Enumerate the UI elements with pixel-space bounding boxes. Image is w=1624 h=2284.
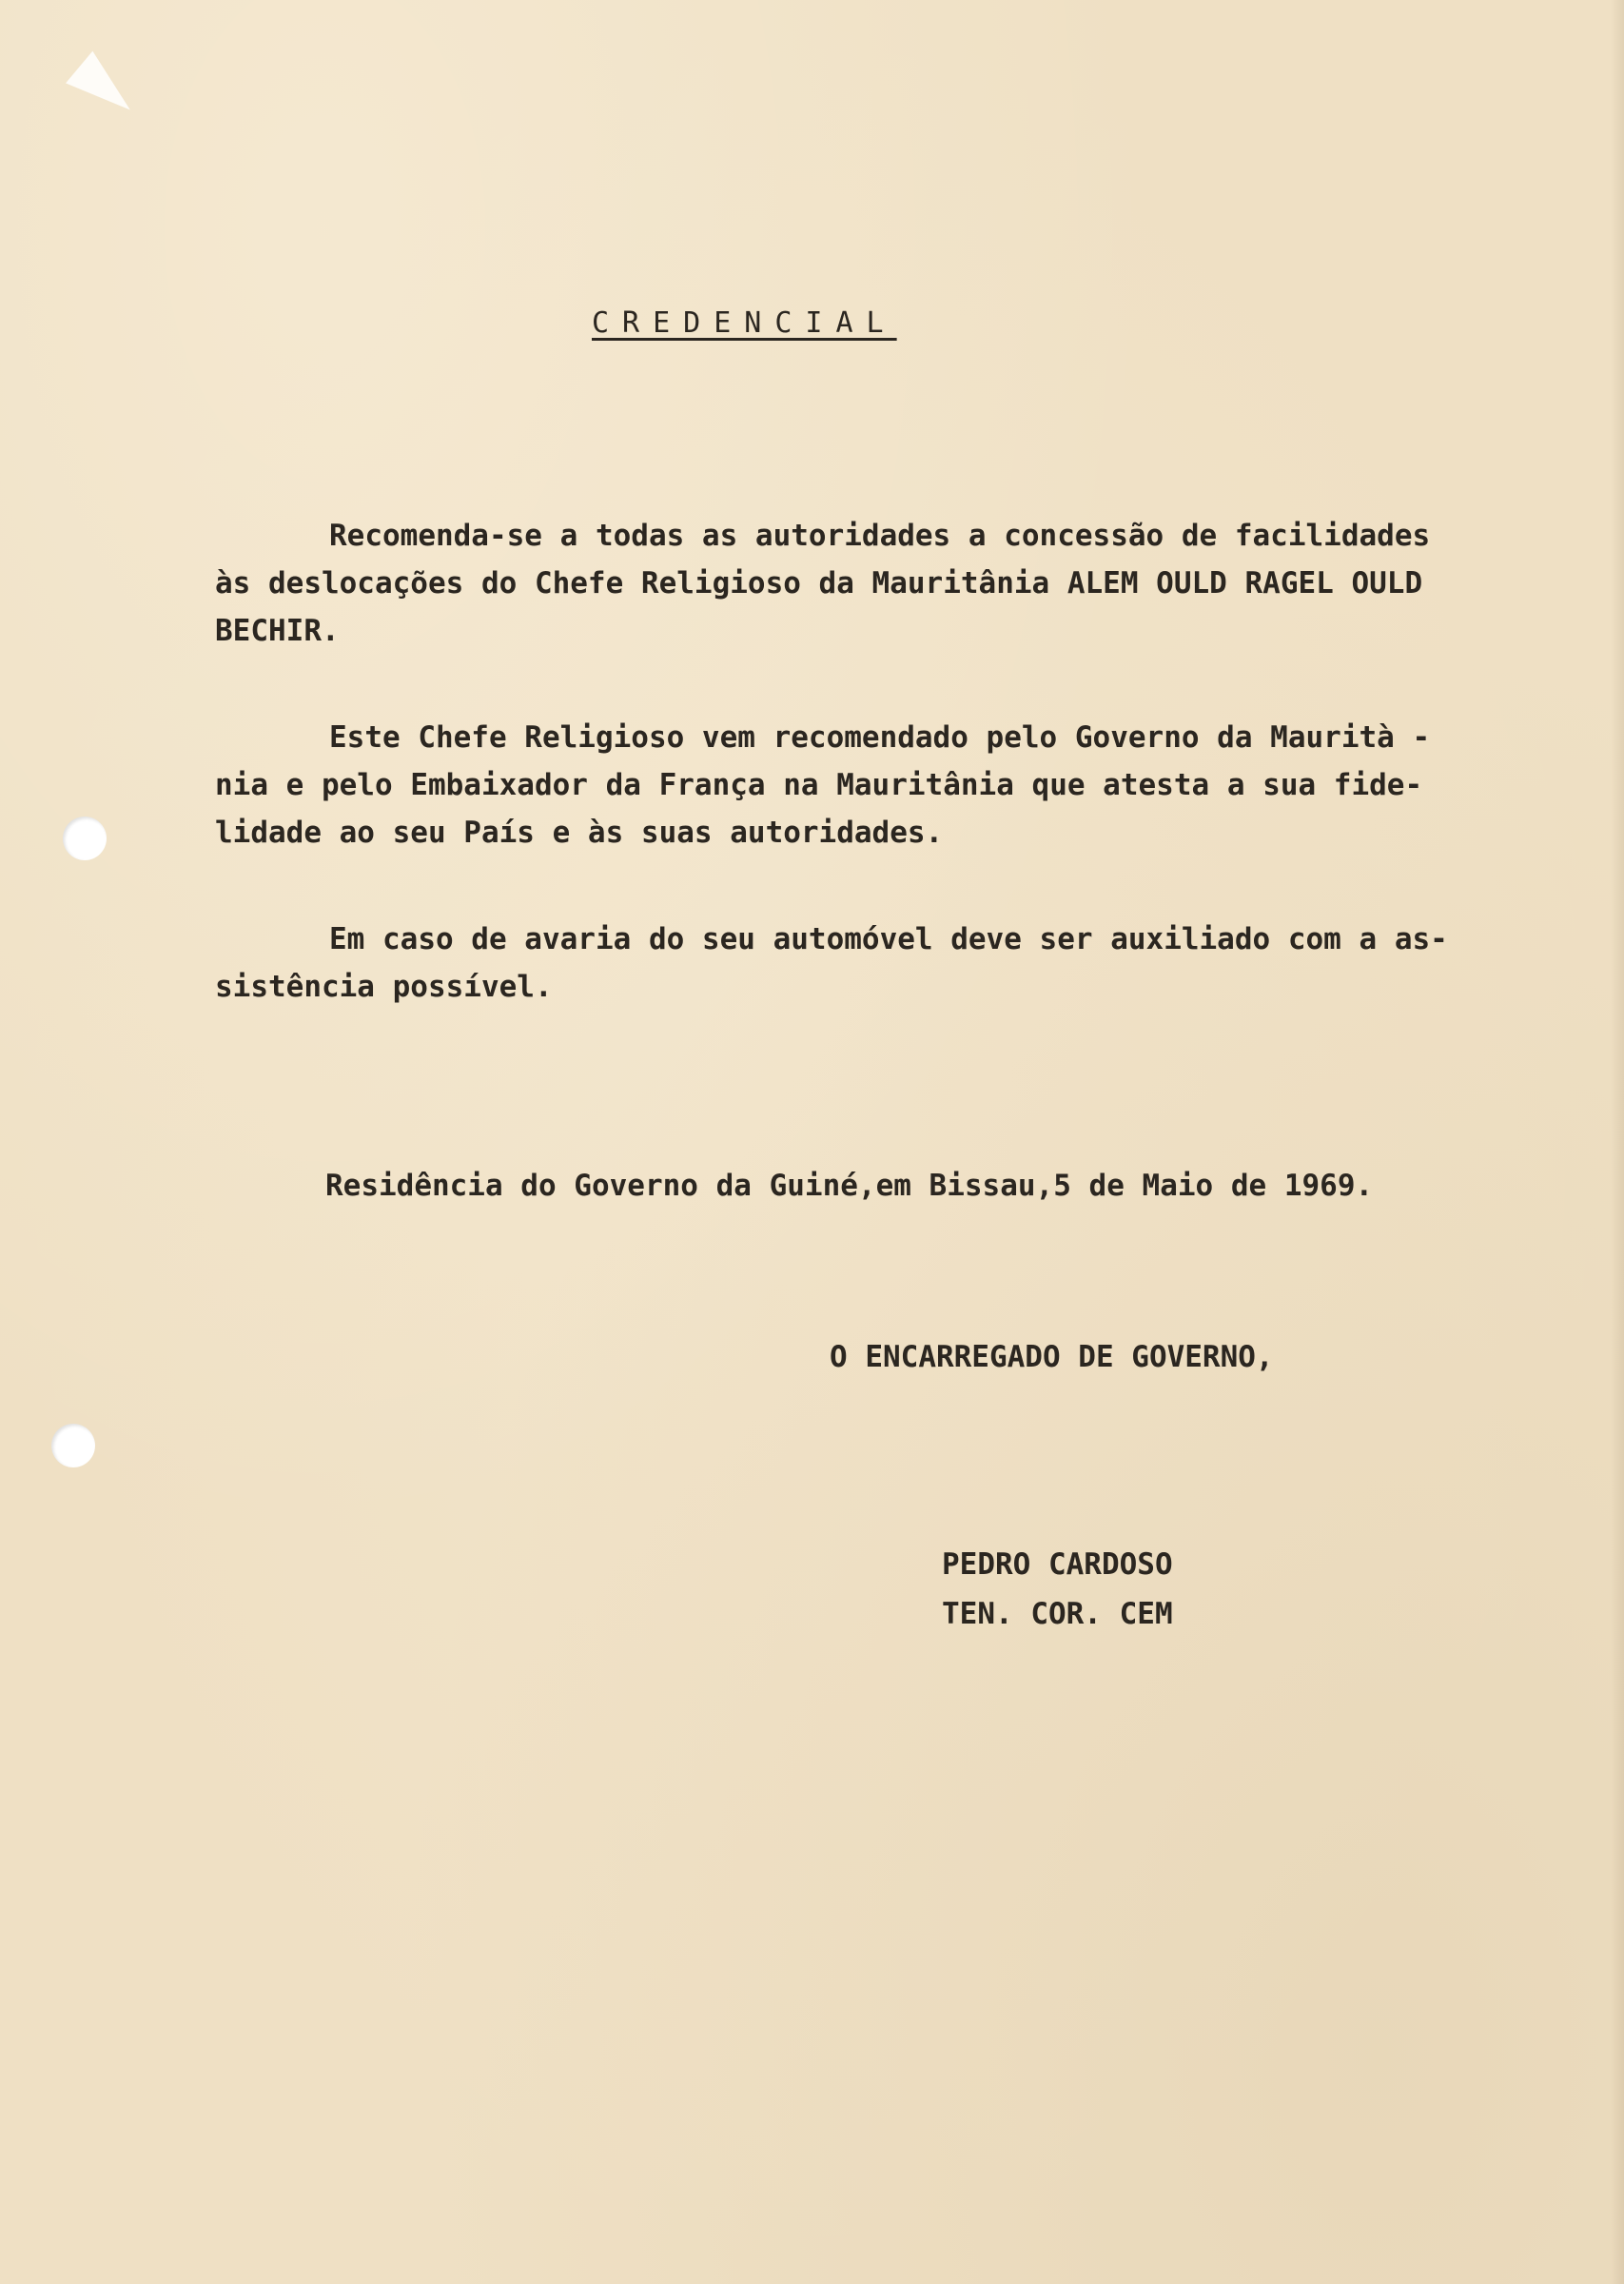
paragraph-line: Em caso de avaria do seu automóvel deve ser auxiliado com a as- — [329, 922, 1448, 956]
paragraph-assistance — [215, 916, 1509, 1011]
paragraph-recommendation — [215, 512, 1509, 655]
paragraph-line: sistência possível. — [215, 970, 553, 1004]
punch-hole — [63, 817, 107, 860]
paragraph-line: às deslocações do Chefe Religioso da Mauritânia ALEM OULD RAGEL OULD — [215, 566, 1423, 601]
place-and-date: Residência do Governo da Guiné,em Bissau,5 de Maio de 1969. — [325, 1169, 1374, 1203]
paragraph-line: Recomenda-se a todas as autoridades a concessão de facilidades — [329, 519, 1431, 553]
paragraph-line: nia e pelo Embaixador da França na Mauritânia que atesta a sua fide- — [215, 768, 1423, 802]
paragraph-line: Este Chefe Religioso vem recomendado pelo Governo da Maurità - — [329, 720, 1431, 755]
signatory-rank: TEN. COR. CEM — [942, 1597, 1173, 1631]
paragraph-line: lidade ao seu País e às suas autoridades. — [215, 816, 944, 850]
paragraph-line: BECHIR. — [215, 614, 340, 648]
signatory-role: O ENCARREGADO DE GOVERNO, — [830, 1340, 1274, 1374]
punch-hole — [51, 1424, 95, 1467]
document-title: CREDENCIAL — [592, 306, 897, 340]
signatory-name: PEDRO CARDOSO — [942, 1547, 1173, 1582]
paragraph-endorsement — [215, 714, 1509, 856]
page-edge-shadow — [1611, 0, 1624, 2284]
corner-tear — [66, 51, 144, 127]
